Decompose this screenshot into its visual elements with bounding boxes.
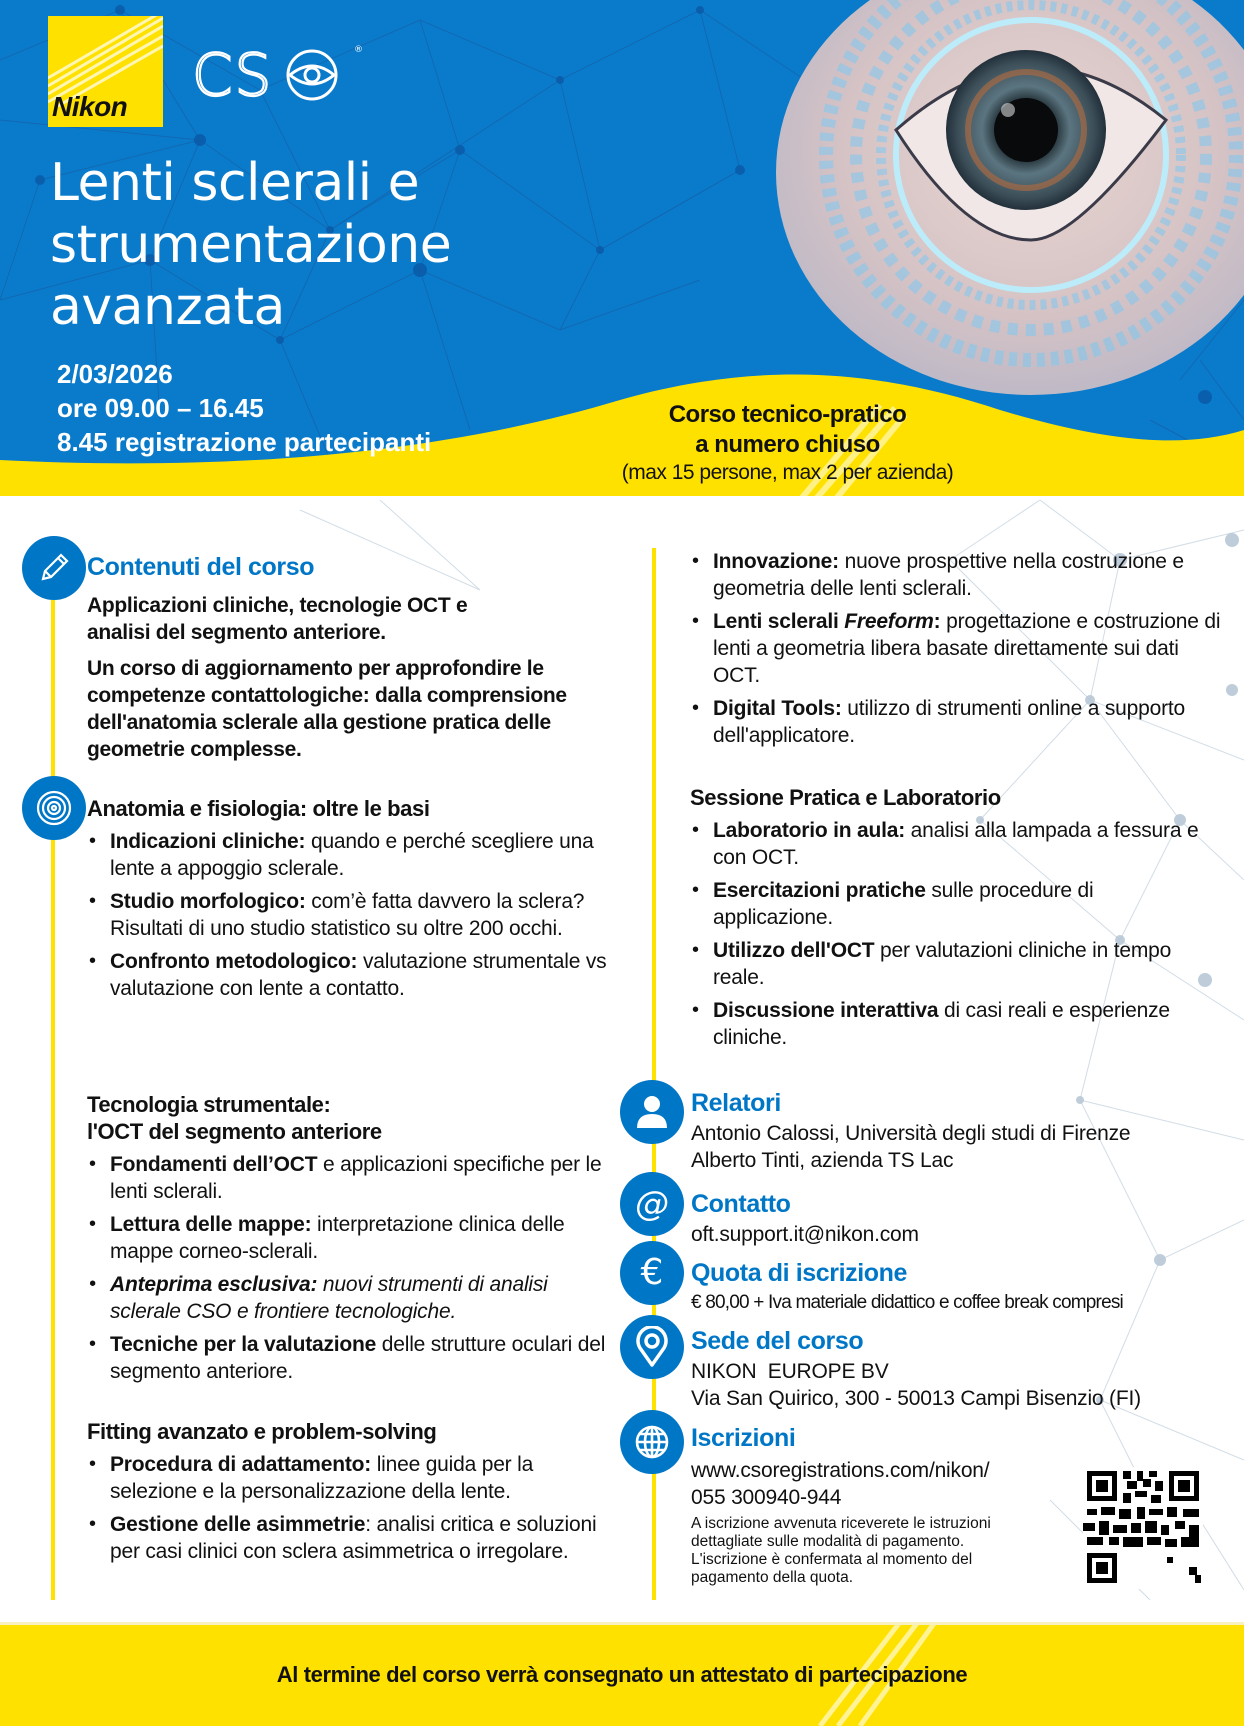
title-line: Lenti sclerali e xyxy=(50,153,420,213)
section-heading: Contatto xyxy=(691,1190,791,1218)
list-item: • Laboratorio in aula: analisi alla lampada a fessura e con OCT. xyxy=(690,817,1210,871)
section-heading: Sessione Pratica e Laboratorio xyxy=(690,785,1001,810)
page-title xyxy=(50,152,451,338)
section-anatomy xyxy=(87,795,607,1002)
event-date: 2/03/2026 xyxy=(57,359,173,389)
section-heading: Contenuti del corso xyxy=(87,553,315,581)
location-pin-icon xyxy=(620,1315,684,1379)
list-item: • Fondamenti dell’OCT e applicazioni specifiche per le lenti sclerali. xyxy=(87,1151,607,1205)
hero-header xyxy=(0,0,1244,500)
list-item: • Lenti sclerali Freeform: progettazione e costruzione di lenti a geometria libera basate direttamente sui dati OCT. xyxy=(690,608,1230,689)
list-item: • Anteprima esclusiva: nuovi strumenti di analisi sclerale CSO e frontiere tecnologiche. xyxy=(87,1271,607,1325)
section-heading: Iscrizioni xyxy=(691,1424,796,1452)
registration-phone[interactable]: 055 300940-944 xyxy=(691,1486,842,1509)
section-venue xyxy=(691,1327,1244,1412)
venue-address: Via San Quirico, 300 - 50013 Campi Bisenzio (FI) xyxy=(691,1387,1141,1410)
event-time: ore 09.00 – 16.45 xyxy=(57,393,264,423)
nikon-logo xyxy=(48,16,163,127)
section-speakers xyxy=(691,1089,1231,1174)
course-capacity-note: (max 15 persone, max 2 per azienda) xyxy=(621,461,954,484)
section-heading: Relatori xyxy=(691,1089,781,1117)
section-heading: Anatomia e fisiologia: oltre le basi xyxy=(87,796,430,821)
list-item: • Digital Tools: utilizzo di strumenti online a supporto dell'applicatore. xyxy=(690,695,1230,749)
title-line: strumentazione xyxy=(50,215,452,275)
practice-list xyxy=(690,817,1210,1051)
speaker-name: Antonio Calossi, Università degli studi di Firenze xyxy=(691,1122,1131,1145)
pencil-icon xyxy=(22,536,86,600)
timeline-line-left xyxy=(51,600,55,1600)
qr-code[interactable] xyxy=(1083,1467,1203,1589)
list-item: • Esercitazioni pratiche sulle procedure di applicazione. xyxy=(690,877,1210,931)
section-fee xyxy=(691,1259,1244,1315)
section-heading: Quota di iscrizione xyxy=(691,1259,908,1287)
title-line: avanzata xyxy=(50,277,285,337)
list-item: • Utilizzo dell'OCT per valutazioni cliniche in tempo reale. xyxy=(690,937,1210,991)
footer-banner xyxy=(0,1622,1244,1726)
section-heading: Fitting avanzato e problem-solving xyxy=(87,1419,437,1444)
globe-icon xyxy=(620,1410,684,1474)
fee-amount: € 80,00 + Iva materiale didattico e coffee break compresi xyxy=(691,1292,1123,1313)
at-icon: @ xyxy=(620,1172,684,1236)
registered-mark: ® xyxy=(354,45,363,55)
section-contact xyxy=(691,1190,1231,1248)
venue-name: NIKON EUROPE BV xyxy=(691,1360,889,1383)
nikon-wordmark: Nikon xyxy=(52,91,128,122)
section-registration xyxy=(691,1424,1091,1587)
footer-certificate-note: Al termine del corso verrà consegnato un attestato di partecipazione xyxy=(276,1662,968,1687)
list-item: • Tecniche per la valutazione delle strutture oculari del segmento anteriore. xyxy=(87,1331,607,1385)
contents-description: Un corso di aggiornamento per approfondire le competenze contattologiche: dalla comprensione dell'anatomia sclerale alla gestione pratica delle geometrie complesse. xyxy=(87,657,567,761)
target-icon xyxy=(22,776,86,840)
list-item: • Indicazioni cliniche: quando e perché scegliere una lente a appoggio sclerale. xyxy=(87,828,607,882)
section-heading: Sede del corso xyxy=(691,1327,864,1355)
cso-logo xyxy=(192,40,372,110)
course-type-banner xyxy=(600,400,975,486)
innovation-list xyxy=(690,548,1230,749)
section-practice xyxy=(690,784,1210,1051)
technology-list xyxy=(87,1151,607,1385)
contents-intro: Applicazioni cliniche, tecnologie OCT e analisi del segmento anteriore. xyxy=(87,594,468,644)
contact-email-link[interactable]: oft.support.it@nikon.com xyxy=(691,1223,919,1246)
euro-icon: € xyxy=(620,1241,684,1305)
course-type-line: Corso tecnico-pratico xyxy=(668,401,907,428)
user-icon xyxy=(620,1080,684,1144)
event-registration-time: 8.45 registrazione partecipanti xyxy=(57,427,432,457)
list-item: • Gestione delle asimmetrie: analisi critica e soluzioni per casi clinici con sclera asimmetrica o irregolare. xyxy=(87,1511,607,1565)
course-type-line: a numero chiuso xyxy=(695,431,880,458)
section-innovation xyxy=(690,548,1230,749)
section-contents xyxy=(87,553,607,763)
section-fitting xyxy=(87,1418,607,1565)
list-item: • Discussione interattiva di casi reali e esperienze cliniche. xyxy=(690,997,1210,1051)
speaker-name: Alberto Tinti, azienda TS Lac xyxy=(691,1149,954,1172)
anatomy-list xyxy=(87,828,607,1002)
cso-eye-icon xyxy=(288,51,336,99)
section-heading: Tecnologia strumentale: l'OCT del segmento anteriore xyxy=(87,1092,382,1144)
fitting-list xyxy=(87,1451,607,1565)
list-item: • Confronto metodologico: valutazione strumentale vs valutazione con lente a contatto. xyxy=(87,948,607,1002)
list-item: • Innovazione: nuove prospettive nella costruzione e geometria delle lenti sclerali. xyxy=(690,548,1230,602)
event-details xyxy=(57,357,431,459)
registration-note: A iscrizione avvenuta riceverete le istruzioni dettagliate sulle modalità di pagamento. L'iscrizione è confermata al momento del pagamento della quota. xyxy=(691,1515,991,1586)
list-item: • Studio morfologico: com’è fatta davvero la sclera? Risultati di uno studio statistico su oltre 200 occhi. xyxy=(87,888,607,942)
list-item: • Procedura di adattamento: linee guida per la selezione e la personalizzazione della lente. xyxy=(87,1451,607,1505)
section-technology xyxy=(87,1091,607,1385)
list-item: • Lettura delle mappe: interpretazione clinica delle mappe corneo-sclerali. xyxy=(87,1211,607,1265)
cso-wordmark: CS xyxy=(192,41,274,109)
registration-url-link[interactable]: www.csoregistrations.com/nikon/ xyxy=(691,1459,990,1482)
